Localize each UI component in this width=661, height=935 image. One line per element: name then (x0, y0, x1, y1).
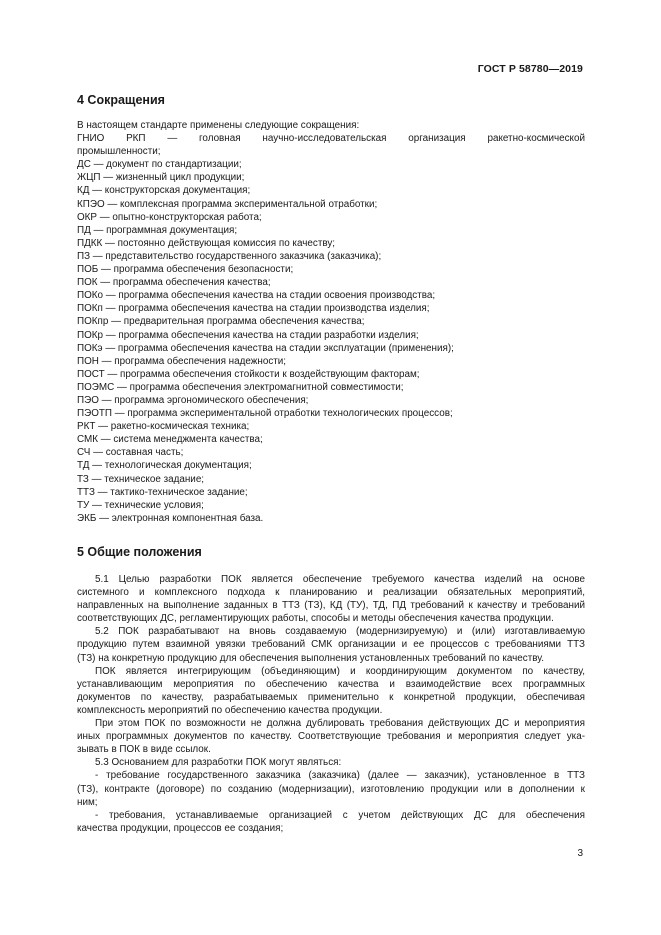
abbreviation-item: ПОКпр — предварительная программа обеспечения качества; (77, 316, 365, 328)
abbreviation-item: ПЗ — представительство государственного заказчика (заказчика); (77, 250, 382, 262)
paragraph-line: продукцию путем взаимной увязки требований СМК организации и ее процессов с требованиями ТТЗ (77, 639, 585, 651)
paragraph-line: 5.1 Целью разработки ПОК является обеспечение требуемого качества изделий на основе (95, 574, 585, 585)
abbreviation-item: ПЭО — программа эргономического обеспечения; (77, 394, 309, 406)
abbreviation-item: ПОК — программа обеспечения качества; (77, 277, 271, 289)
page-number: 3 (577, 848, 583, 859)
paragraph-line: - требования, устанавливаемые организацией с учетом действующих ДС для обеспечения (95, 809, 585, 821)
abbreviations-list (77, 119, 585, 525)
abbreviation-item: ОКР — опытно-конструкторская работа; (77, 211, 262, 223)
abbreviation-item: ПОСТ — программа обеспечения стойкости к воздействующим факторам; (77, 368, 420, 380)
paragraph-line: направленных на выполнение заданных в ТТЗ (ТЗ), КД (ТУ), ТД, ПД требований к качеству и требований (77, 600, 585, 612)
abbreviation-item: РКТ — ракетно-космическая техника; (77, 421, 250, 433)
paragraph-line: зывать в ПОК в виде ссылок. (77, 744, 211, 756)
paragraph-line: ПОК является интегрирующим (объединяющим) и координирующим документом по качеству, (95, 665, 585, 677)
abbreviation-item: КД — конструкторская документация; (77, 185, 251, 197)
list-item-customer-requirement (77, 769, 585, 808)
paragraph-line: комплексность мероприятий по обеспечению качества продукции. (77, 704, 383, 716)
general-provisions (77, 573, 585, 835)
paragraph-no-duplicate (77, 717, 585, 756)
paragraph-line: документов по качеству, разрабатываемых применительно к конкретной продукции, обеспечивая (77, 691, 585, 703)
abbreviation-item: ПДКК — постоянно действующая комиссия по качеству; (77, 237, 336, 249)
paragraph-line: (ТЗ) на конкретную продукцию для обеспечения выполнения установленных требований по качеству. (77, 652, 544, 664)
paragraph-line: устанавливающим мероприятия по обеспечению качества и взаимодействие всех программных (77, 678, 585, 690)
document-code: ГОСТ Р 58780—2019 (477, 63, 583, 75)
abbreviation-item: ПОЭМС — программа обеспечения электромагнитной совместимости; (77, 381, 404, 393)
paragraph-5-2 (77, 625, 585, 664)
section-5-title: 5 Общие положения (77, 545, 202, 559)
abbreviation-item: СЧ — составная часть; (77, 447, 184, 459)
paragraph-line: иных программных документов по качеству. Соответствующие требования и мероприятия следует ука- (77, 731, 585, 743)
abbreviation-item: ТД — технологическая документация; (77, 460, 252, 472)
abbreviation-item: ЖЦП — жизненный цикл продукции; (77, 172, 245, 184)
abbreviation-item: ЭКБ — электронная компонентная база. (77, 512, 264, 524)
abbreviation-item: ТТЗ — тактико-техническое задание; (77, 486, 248, 498)
paragraph-pok-integrating (77, 665, 585, 717)
paragraph-line: 5.2 ПОК разрабатывают на вновь создаваемую (модернизируемую) и (или) изготавливаемую (95, 626, 585, 638)
abbreviation-item: ПЭОТП — программа экспериментальной отработки технологических процессов; (77, 408, 453, 420)
abbreviation-item: ПД — программная документация; (77, 224, 238, 236)
paragraph-line: ним; (77, 796, 98, 808)
paragraph-line: соответствующих ДС, регламентирующих работы, способы и методы обеспечения качества продукции. (77, 613, 554, 625)
paragraph-5-3: 5.3 Основанием для разработки ПОК могут являться: (95, 757, 342, 769)
list-item-organization-requirements (77, 809, 585, 835)
abbreviation-item: ПОКэ — программа обеспечения качества на стадии эксплуатации (применения); (77, 342, 454, 354)
paragraph-line: системного и комплексного подхода к планированию и реализации обязательных мероприятий, (77, 587, 585, 599)
abbreviation-item: ПОКо — программа обеспечения качества на стадии освоения производства; (77, 290, 436, 302)
abbreviation-item: СМК — система менеджмента качества; (77, 434, 263, 446)
paragraph-line: (ТЗ), контракте (договоре) по созданию (модернизации), изготовлению продукции или в дополнении к (77, 783, 585, 795)
abbreviation-gnio-line1: ГНИО РКП — головная научно-исследовательская организация ракетно-космической (77, 133, 585, 145)
abbreviation-item: КПЭО — комплексная программа экспериментальной отработки; (77, 198, 378, 210)
abbreviation-item: ПОН — программа обеспечения надежности; (77, 355, 287, 367)
abbreviation-item: ПОКр — программа обеспечения качества на стадии разработки изделия; (77, 329, 419, 341)
paragraph-line: - требование государственного заказчика (заказчика) (далее — заказчик), установленное в ТТЗ (95, 770, 585, 782)
paragraph-line: При этом ПОК по возможности не должна дублировать требования действующих ДС и мероприятия (95, 718, 585, 730)
abbreviation-item: ДС — документ по стандартизации; (77, 159, 242, 171)
paragraph-line: качества продукции, процессов ее создания; (77, 822, 284, 834)
abbreviation-item: ПОКп — программа обеспечения качества на стадии производства изделия; (77, 303, 430, 315)
abbreviation-item: ПОБ — программа обеспечения безопасности; (77, 264, 294, 276)
section-4-title: 4 Сокращения (77, 93, 165, 107)
abbreviation-gnio-line2: промышленности; (77, 146, 161, 158)
abbreviation-item: ТЗ — техническое задание; (77, 473, 205, 485)
abbreviation-item: ТУ — технические условия; (77, 499, 204, 511)
paragraph-5-1 (77, 573, 585, 625)
section-4-intro: В настоящем стандарте применены следующие сокращения: (77, 120, 360, 131)
